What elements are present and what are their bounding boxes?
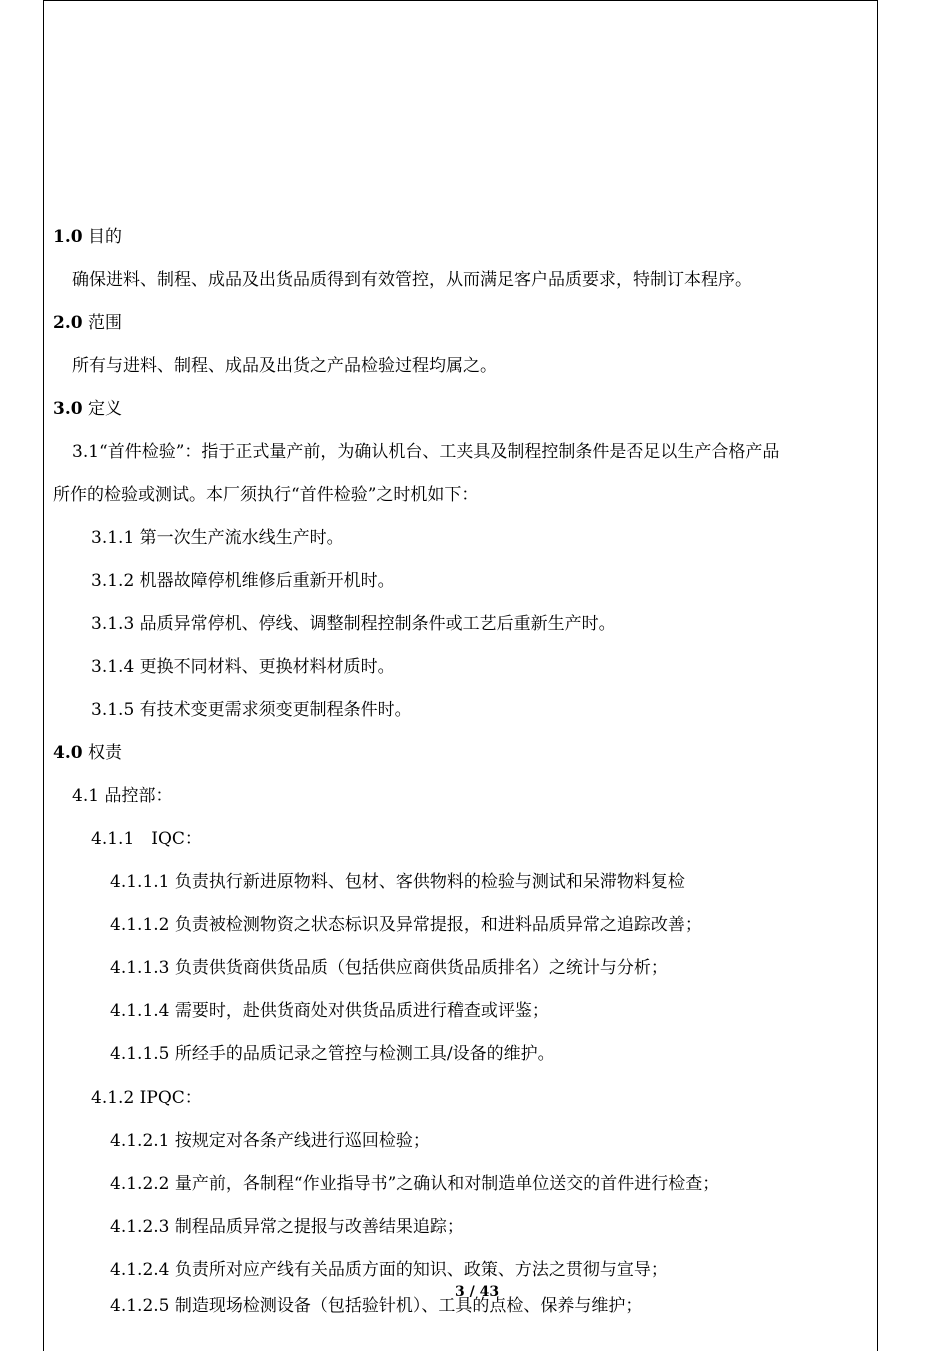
list-item: 4.1.1.5 所经手的品质记录之管控与检测工具/设备的维护。 — [110, 1044, 555, 1064]
page-total: 43 — [479, 1284, 500, 1300]
section-heading-2 — [53, 312, 122, 334]
list-item: 3.1.5 有技术变更需求须变更制程条件时。 — [91, 700, 412, 720]
paragraph: 所作的检验或测试。本厂须执行“首件检验”之时机如下： — [53, 485, 479, 505]
paragraph: 确保进料、制程、成品及出货品质得到有效管控，从而满足客户品质要求，特制订本程序。 — [72, 270, 752, 290]
list-item: 4.1.2.4 负责所对应产线有关品质方面的知识、政策、方法之贯彻与宣导； — [110, 1260, 668, 1280]
list-item: 4.1.2.2 量产前，各制程“作业指导书”之确认和对制造单位送交的首件进行检查； — [110, 1174, 720, 1194]
section-title: 权责 — [87, 743, 122, 763]
section-heading-3 — [53, 398, 122, 420]
section-number: 2.0 — [53, 313, 83, 333]
section-number: 3.0 — [53, 399, 83, 419]
list-item: 3.1.2 机器故障停机维修后重新开机时。 — [91, 571, 395, 591]
page-current: 3 — [455, 1284, 465, 1300]
section-heading-4 — [53, 742, 122, 764]
paragraph: 3.1“首件检验”：指于正式量产前，为确认机台、工夹具及制程控制条件是否足以生产合格产品 — [72, 442, 780, 462]
page-number — [455, 1284, 499, 1300]
list-item: 4.1.2.1 按规定对各条产线进行巡回检验； — [110, 1131, 430, 1151]
paragraph: 所有与进料、制程、成品及出货之产品检验过程均属之。 — [72, 356, 497, 376]
page-separator: / — [469, 1284, 475, 1300]
subsection-heading: 4.1.2 IPQC： — [91, 1088, 202, 1108]
subsection-heading: 4.1 品控部： — [72, 786, 173, 806]
section-number: 1.0 — [53, 227, 83, 247]
section-title: 范围 — [87, 313, 122, 333]
list-item: 4.1.1.1 负责执行新进原物料、包材、客供物料的检验与测试和呆滞物料复检 — [110, 872, 685, 892]
section-title: 定义 — [87, 399, 122, 419]
list-item: 4.1.1.4 需要时，赴供货商处对供货品质进行稽查或评鉴； — [110, 1001, 549, 1021]
list-item: 3.1.3 品质异常停机、停线、调整制程控制条件或工艺后重新生产时。 — [91, 614, 616, 634]
list-item: 4.1.2.5 制造现场检测设备（包括验针机）、工具的点检、保养与维护； — [110, 1296, 643, 1316]
list-item: 3.1.1 第一次生产流水线生产时。 — [91, 528, 344, 548]
list-item: 4.1.2.3 制程品质异常之提报与改善结果追踪； — [110, 1217, 464, 1237]
list-item: 4.1.1.2 负责被检测物资之状态标识及异常提报，和进料品质异常之追踪改善； — [110, 915, 702, 935]
section-heading-1 — [53, 226, 122, 248]
list-item: 3.1.4 更换不同材料、更换材料材质时。 — [91, 657, 395, 677]
section-number: 4.0 — [53, 743, 83, 763]
section-title: 目的 — [87, 227, 122, 247]
list-item: 4.1.1.3 负责供货商供货品质（包括供应商供货品质排名）之统计与分析； — [110, 958, 668, 978]
subsection-heading: 4.1.1 IQC： — [91, 829, 202, 849]
